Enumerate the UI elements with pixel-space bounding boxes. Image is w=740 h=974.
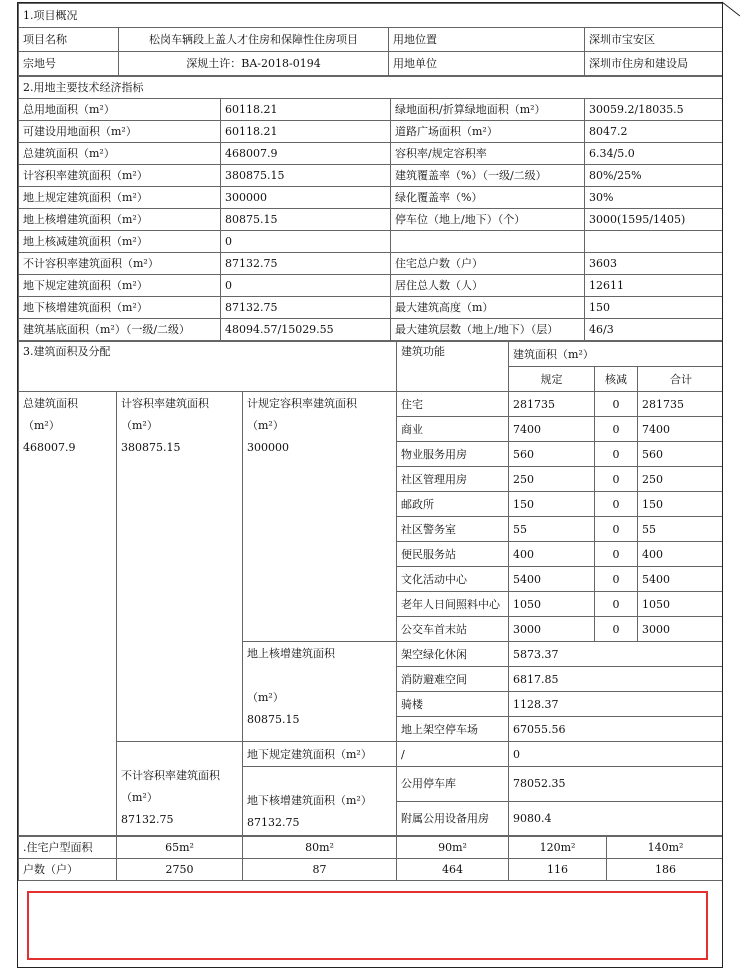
sub-header-regulated: 规定 bbox=[509, 367, 595, 392]
indicator-label: 绿地面积/折算绿地面积（m²） bbox=[391, 99, 585, 121]
project-name-value: 松岗车辆段上盖人才住房和保障性住房项目 bbox=[119, 28, 389, 52]
indicator-label: 总用地面积（m²） bbox=[19, 99, 221, 121]
indicator-label: 最大建筑层数（地上/地下）（层） bbox=[391, 319, 585, 341]
added-area-cell-line: 80875.15 bbox=[247, 713, 300, 726]
function-reduced: 0 bbox=[595, 592, 638, 617]
indicator-label: 地下核增建筑面积（m²） bbox=[19, 297, 221, 319]
underground-function-name: 附属公用设备用房 bbox=[397, 801, 509, 836]
function-reduced: 0 bbox=[595, 492, 638, 517]
non-far-area-cell-line: （m²） bbox=[121, 791, 158, 804]
function-total: 150 bbox=[638, 492, 723, 517]
function-name: 公交车首末站 bbox=[397, 617, 509, 642]
function-total: 250 bbox=[638, 467, 723, 492]
land-unit-value: 深圳市住房和建设局 bbox=[585, 52, 724, 76]
indicator-value: 12611 bbox=[585, 275, 724, 297]
far-area-cell-line: （m²） bbox=[121, 419, 158, 432]
indicator-value: 80%/25% bbox=[585, 165, 724, 187]
added-area-cell-line: （m²） bbox=[247, 691, 284, 704]
added-function-value: 6817.85 bbox=[509, 667, 723, 692]
section-1-title: 1.项目概况 bbox=[19, 4, 724, 28]
indicator-label: 地上核减建筑面积（m²） bbox=[19, 231, 221, 253]
function-regulated: 55 bbox=[509, 517, 595, 542]
total-area-cell-line: （m²） bbox=[23, 419, 60, 432]
indicator-label: 总建筑面积（m²） bbox=[19, 143, 221, 165]
function-name: 便民服务站 bbox=[397, 542, 509, 567]
unit-type-65: 65m² bbox=[117, 837, 243, 859]
function-total: 281735 bbox=[638, 392, 723, 417]
regulated-far-cell-line: 计规定容积率建筑面积 bbox=[247, 397, 357, 410]
function-regulated: 3000 bbox=[509, 617, 595, 642]
indicator-label: 不计容积率建筑面积（m²） bbox=[19, 253, 221, 275]
function-regulated: 7400 bbox=[509, 417, 595, 442]
function-total: 1050 bbox=[638, 592, 723, 617]
section-2-title: 2.用地主要技术经济指标 bbox=[19, 77, 724, 99]
function-regulated: 281735 bbox=[509, 392, 595, 417]
function-reduced: 0 bbox=[595, 417, 638, 442]
indicator-label: 绿化覆盖率（%） bbox=[391, 187, 585, 209]
indicator-value: 48094.57/15029.55 bbox=[221, 319, 391, 341]
unit-count-120: 116 bbox=[509, 859, 607, 881]
indicator-label: 建筑覆盖率（%）（一级/二级） bbox=[391, 165, 585, 187]
function-total: 560 bbox=[638, 442, 723, 467]
unit-count-90: 464 bbox=[397, 859, 509, 881]
indicator-value: 0 bbox=[221, 275, 391, 297]
indicator-value: 150 bbox=[585, 297, 724, 319]
indicator-value: 46/3 bbox=[585, 319, 724, 341]
function-reduced: 0 bbox=[595, 542, 638, 567]
function-total: 7400 bbox=[638, 417, 723, 442]
indicator-label: 计容积率建筑面积（m²） bbox=[19, 165, 221, 187]
function-regulated: 560 bbox=[509, 442, 595, 467]
unit-type-90: 90m² bbox=[397, 837, 509, 859]
unit-type-140: 140m² bbox=[607, 837, 724, 859]
total-area-cell-line: 总建筑面积 bbox=[23, 397, 78, 410]
section-3-title: 3.建筑面积及分配 bbox=[19, 342, 397, 392]
indicator-label: 容积率/规定容积率 bbox=[391, 143, 585, 165]
unit-type-80: 80m² bbox=[243, 837, 397, 859]
function-reduced: 0 bbox=[595, 392, 638, 417]
sub-header-reduced: 核减 bbox=[595, 367, 638, 392]
non-far-area-cell-line: 不计容积率建筑面积 bbox=[121, 769, 220, 782]
sub-header-total: 合计 bbox=[638, 367, 723, 392]
indicator-value: 6.34/5.0 bbox=[585, 143, 724, 165]
unit-type-label: .住宅户型面积 bbox=[19, 837, 117, 859]
function-regulated: 5400 bbox=[509, 567, 595, 592]
site-location-value: 深圳市宝安区 bbox=[585, 28, 724, 52]
function-name: 文化活动中心 bbox=[397, 567, 509, 592]
added-function-name: 架空绿化休闲 bbox=[397, 642, 509, 667]
parcel-number-label: 宗地号 bbox=[19, 52, 119, 76]
indicator-value: 87132.75 bbox=[221, 253, 391, 275]
function-regulated: 1050 bbox=[509, 592, 595, 617]
added-function-value: 1128.37 bbox=[509, 692, 723, 717]
function-name: 物业服务用房 bbox=[397, 442, 509, 467]
parcel-number-value: 深规土许：BA-2018-0194 bbox=[119, 52, 389, 76]
function-reduced: 0 bbox=[595, 567, 638, 592]
far-area-cell-line: 计容积率建筑面积 bbox=[121, 397, 209, 410]
far-area-cell-line: 380875.15 bbox=[121, 441, 181, 454]
indicator-value: 60118.21 bbox=[221, 99, 391, 121]
underground-function-value: 9080.4 bbox=[509, 801, 723, 836]
function-regulated: 400 bbox=[509, 542, 595, 567]
function-regulated: 250 bbox=[509, 467, 595, 492]
underground-added-cell-line: 87132.75 bbox=[247, 816, 300, 829]
area-header: 建筑面积（m²） bbox=[509, 342, 723, 367]
indicator-value: 3000(1595/1405) bbox=[585, 209, 724, 231]
indicator-label: 地上规定建筑面积（m²） bbox=[19, 187, 221, 209]
function-name: 商业 bbox=[397, 417, 509, 442]
indicator-value: 300000 bbox=[221, 187, 391, 209]
indicator-label: 可建设用地面积（m²） bbox=[19, 121, 221, 143]
unit-count-140: 186 bbox=[607, 859, 724, 881]
indicator-value: 8047.2 bbox=[585, 121, 724, 143]
added-function-name: 消防避难空间 bbox=[397, 667, 509, 692]
function-name: 邮政所 bbox=[397, 492, 509, 517]
added-function-value: 67055.56 bbox=[509, 717, 723, 742]
land-unit-label: 用地单位 bbox=[389, 52, 585, 76]
function-total: 3000 bbox=[638, 617, 723, 642]
underground-function-name: 公用停车库 bbox=[397, 767, 509, 802]
indicator-value: 30% bbox=[585, 187, 724, 209]
indicator-value: 380875.15 bbox=[221, 165, 391, 187]
underground-regulated-value: 0 bbox=[509, 742, 723, 767]
indicator-label: 居住总人数（人） bbox=[391, 275, 585, 297]
indicator-value: 60118.21 bbox=[221, 121, 391, 143]
function-regulated: 150 bbox=[509, 492, 595, 517]
unit-type-120: 120m² bbox=[509, 837, 607, 859]
underground-regulated-func: / bbox=[397, 742, 509, 767]
indicator-value: 468007.9 bbox=[221, 143, 391, 165]
site-location-label: 用地位置 bbox=[389, 28, 585, 52]
function-total: 400 bbox=[638, 542, 723, 567]
indicator-label: 停车位（地上/地下）（个） bbox=[391, 209, 585, 231]
indicator-label: 地上核增建筑面积（m²） bbox=[19, 209, 221, 231]
indicator-label: 住宅总户数（户） bbox=[391, 253, 585, 275]
project-name-label: 项目名称 bbox=[19, 28, 119, 52]
function-name: 社区警务室 bbox=[397, 517, 509, 542]
unit-count-65: 2750 bbox=[117, 859, 243, 881]
indicator-value: 87132.75 bbox=[221, 297, 391, 319]
underground-regulated-label: 地下规定建筑面积（m²） bbox=[243, 742, 397, 767]
function-reduced: 0 bbox=[595, 617, 638, 642]
unit-count-80: 87 bbox=[243, 859, 397, 881]
function-reduced: 0 bbox=[595, 442, 638, 467]
indicator-label: 道路广场面积（m²） bbox=[391, 121, 585, 143]
function-header: 建筑功能 bbox=[397, 342, 509, 392]
regulated-far-cell-line: 300000 bbox=[247, 441, 289, 454]
function-name: 社区管理用房 bbox=[397, 467, 509, 492]
underground-added-cell-line: 地下核增建筑面积（m²） bbox=[247, 794, 372, 807]
indicator-label: 建筑基底面积（m²）（一级/二级） bbox=[19, 319, 221, 341]
added-area-cell-line: 地上核增建筑面积 bbox=[247, 647, 335, 660]
function-name: 住宅 bbox=[397, 392, 509, 417]
added-function-value: 5873.37 bbox=[509, 642, 723, 667]
non-far-area-cell-line: 87132.75 bbox=[121, 813, 174, 826]
function-name: 老年人日间照料中心 bbox=[397, 592, 509, 617]
underground-function-value: 78052.35 bbox=[509, 767, 723, 802]
indicator-value: 0 bbox=[221, 231, 391, 253]
unit-count-label: 户数（户） bbox=[19, 859, 117, 881]
function-total: 5400 bbox=[638, 567, 723, 592]
added-function-name: 地上架空停车场 bbox=[397, 717, 509, 742]
function-reduced: 0 bbox=[595, 517, 638, 542]
regulated-far-cell-line: （m²） bbox=[247, 419, 284, 432]
added-function-name: 骑楼 bbox=[397, 692, 509, 717]
indicator-label: 地下规定建筑面积（m²） bbox=[19, 275, 221, 297]
indicator-value: 80875.15 bbox=[221, 209, 391, 231]
indicator-value: 30059.2/18035.5 bbox=[585, 99, 724, 121]
indicator-label: 最大建筑高度（m） bbox=[391, 297, 585, 319]
function-reduced: 0 bbox=[595, 467, 638, 492]
function-total: 55 bbox=[638, 517, 723, 542]
indicator-value: 3603 bbox=[585, 253, 724, 275]
total-area-cell-line: 468007.9 bbox=[23, 441, 76, 454]
